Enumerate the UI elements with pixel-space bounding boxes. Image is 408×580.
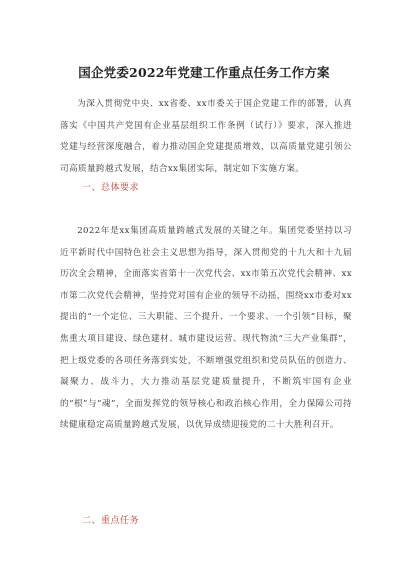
general-requirements-paragraph: 2022年是xx集团高质量跨越式发展的关键之年。集团党委坚持以习近平新时代中国特色社会主义思想为指导，深入贯彻党的十九大和十九届历次全会精神，全面落实省第十一次党代会、xx市第五次党代会精神、xx市第二次党代会精神，坚持党对国有企业的领导不动摇，围绕xx市委对xx提出的“一个定位、三大职能、三个提升、一个要求、一个引领”目标，聚焦重大项目建设、绿色建材、城市建设运营、现代物流“三大产业集群”，把上级党委的各项任务落到实处，不断增强党组织和党员队伍的创造力、凝聚力、战斗力，大力推动基层党建质量提升，不断筑牢国有企业的“根”与“魂”，全面发挥党的领导核心和政治核心作用，全力保障公司持续健康稳定高质量跨越式发展，以优异成绩迎接党的二十大胜利召开。 (60, 226, 352, 431)
document-title: 国企党委2022年党建工作重点任务工作方案 (78, 65, 330, 80)
intro-paragraph: 为深入贯彻党中央、xx省委、xx市委关于国企党建工作的部署，认真落实《中国共产党国有企业基层组织工作条例（试行）》要求，深入推进党建与经营深度融合，着力推动国企党建提质增效，以高质量党建引领公司高质量跨越式发展，结合xx集团实际，制定如下实施方案。 (60, 99, 352, 174)
section-heading-general-requirements: 一、总体要求 (82, 183, 140, 193)
section-heading-key-tasks: 二、重点任务 (82, 516, 140, 526)
